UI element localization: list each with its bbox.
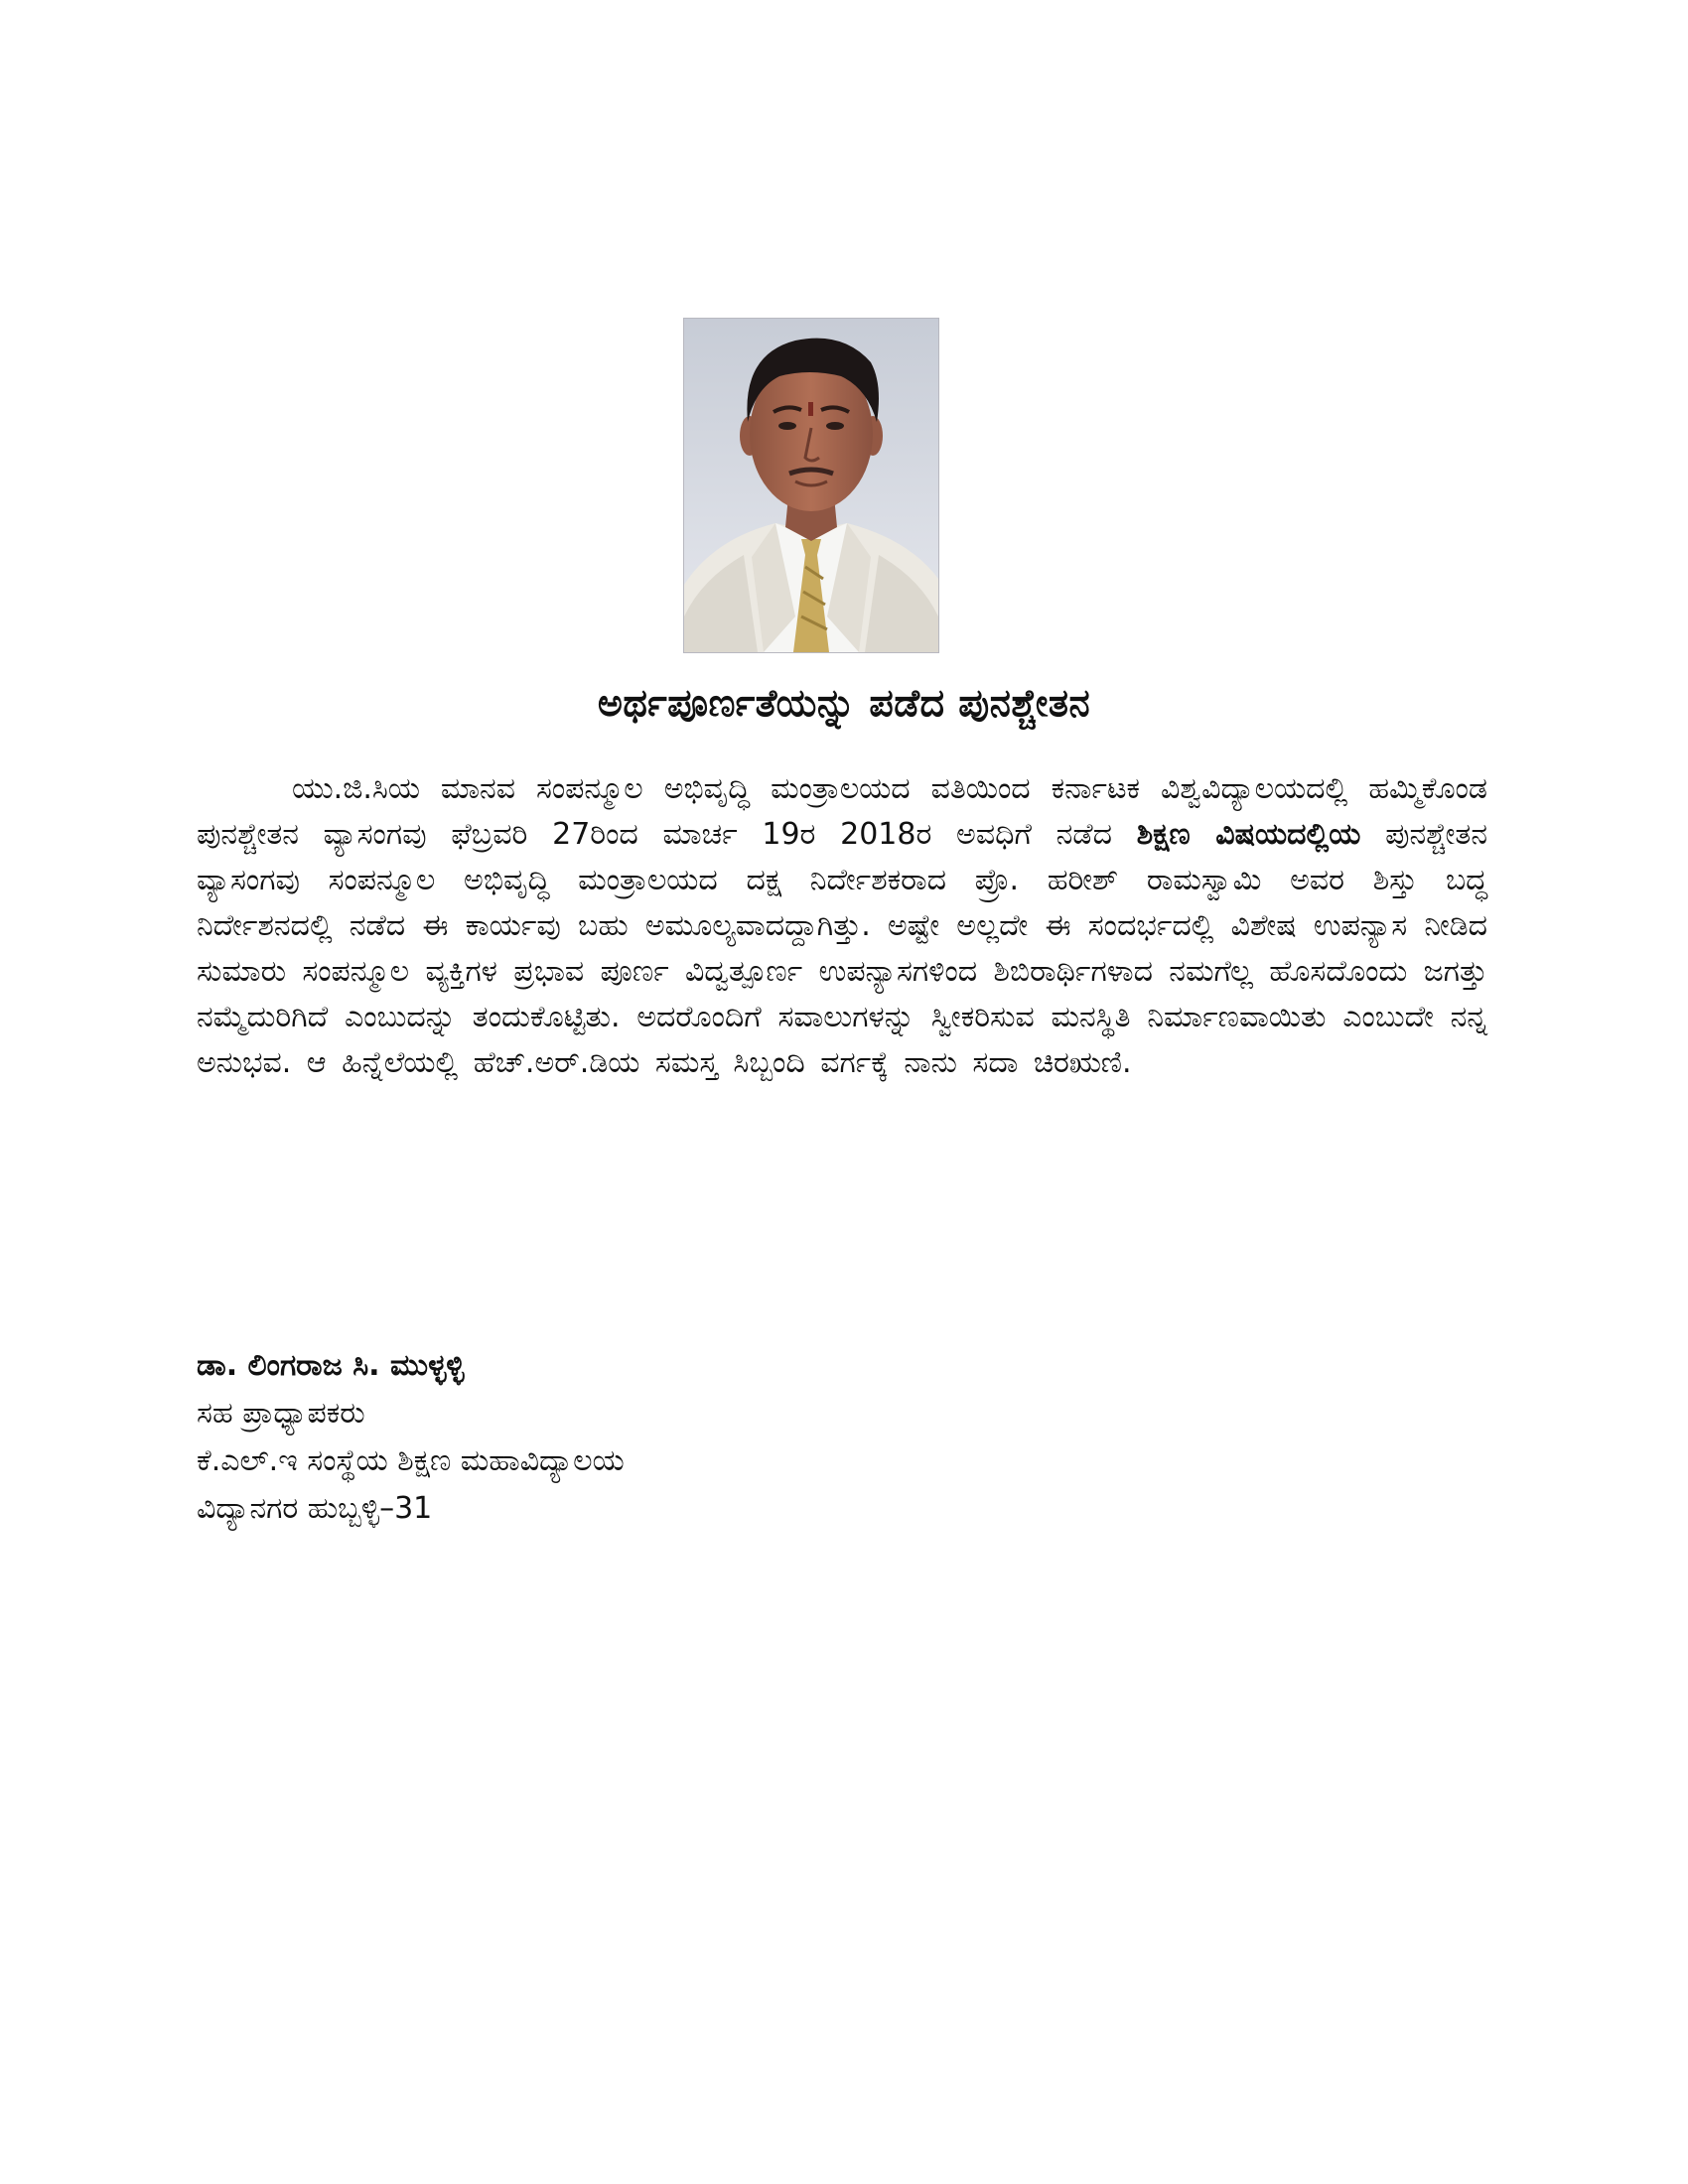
paragraph-bold-phrase: ಶಿಕ್ಷಣ ವಿಷಯದಲ್ಲಿಯ	[1136, 817, 1361, 852]
article-title: ಅರ್ಥಪೂರ್ಣತೆಯನ್ನು ಪಡೆದ ಪುನಶ್ಚೇತನ	[597, 681, 1091, 725]
author-institution: ಕೆ.ಎಲ್.ಇ ಸಂಸ್ಥೆಯ ಶಿಕ್ಷಣ ಮಹಾವಿದ್ಯಾಲಯ	[197, 1443, 625, 1478]
paragraph-text-part-2: ಪುನಶ್ಚೇತನ ವ್ಯಾಸಂಗವು ಸಂಪನ್ಮೂಲ ಅಭಿವೃದ್ಧಿ ಮಂತ್ರಾಲಯದ ದಕ್ಷ ನಿರ್ದೇಶಕರಾದ ಪ್ರೊ. ಹರೀಶ್ ರಾಮಸ್ವಾಮಿ ಅವರ ಶಿಸ್ತು ಬದ್ಧ ನಿರ್ದೇಶನದಲ್ಲಿ ನಡೆದ ಈ ಕಾರ್ಯವು ಬಹು ಅಮೂಲ್ಯವಾದದ್ದಾಗಿತ್ತು. ಅಷ್ಟೇ ಅಲ್ಲದೇ ಈ ಸಂದರ್ಭದಲ್ಲಿ ವಿಶೇಷ ಉಪನ್ಯಾಸ ನೀಡಿದ ಸುಮಾರು ಸಂಪನ್ಮೂಲ ವ್ಯಕ್ತಿಗಳ ಪ್ರಭಾವ ಪೂರ್ಣ ವಿದ್ವತ್ಪೂರ್ಣ ಉಪನ್ಯಾಸಗಳಿಂದ ಶಿಬಿರಾರ್ಥಿಗಳಾದ ನಮಗೆಲ್ಲ ಹೊಸದೊಂದು ಜಗತ್ತು ನಮ್ಮೆದುರಿಗಿದೆ ಎಂಬುದನ್ನು ತಂದುಕೊಟ್ಟಿತು. ಅದರೊಂದಿಗೆ ಸವಾಲುಗಳನ್ನು ಸ್ವೀಕರಿಸುವ ಮನಸ್ಥಿತಿ ನಿರ್ಮಾಣವಾಯಿತು ಎಂಬುದೇ ನನ್ನ ಅನುಭವ. ಆ ಹಿನ್ನೆಲೆಯಲ್ಲಿ ಹೆಚ್.ಅರ್.ಡಿಯ ಸಮಸ್ತ ಸಿಬ್ಬಂದಿ ವರ್ಗಕ್ಕೆ ನಾನು ಸದಾ ಚಿರಋಣಿ.	[197, 817, 1488, 1080]
portrait-photo	[683, 318, 939, 653]
article-paragraph	[197, 766, 1487, 1086]
signature-block	[197, 1342, 1090, 1533]
portrait-illustration	[684, 319, 938, 652]
author-designation: ಸಹ ಪ್ರಾಧ್ಯಾಪಕರು	[197, 1396, 365, 1431]
author-name: ಡಾ. ಲಿಂಗರಾಜ ಸಿ. ಮುಳ್ಳಳ್ಳಿ	[197, 1348, 465, 1383]
author-address: ವಿದ್ಯಾನಗರ ಹುಬ್ಬಳ್ಳಿ–31	[197, 1491, 433, 1526]
paragraph-text-part-1: ಯು.ಜಿ.ಸಿಯ ಮಾನವ ಸಂಪನ್ಮೂಲ ಅಭಿವೃದ್ಧಿ ಮಂತ್ರಾಲಯದ ವತಿಯಿಂದ ಕರ್ನಾಟಕ ವಿಶ್ವವಿದ್ಯಾಲಯದಲ್ಲಿ ಹಮ್ಮಿಕೊಂಡ ಪುನಶ್ಚೇತನ ವ್ಯಾಸಂಗವು ಫೆಬ್ರವರಿ 27ರಿಂದ ಮಾರ್ಚ 19ರ 2018ರ ಅವಧಿಗೆ ನಡೆದ	[197, 771, 1487, 852]
